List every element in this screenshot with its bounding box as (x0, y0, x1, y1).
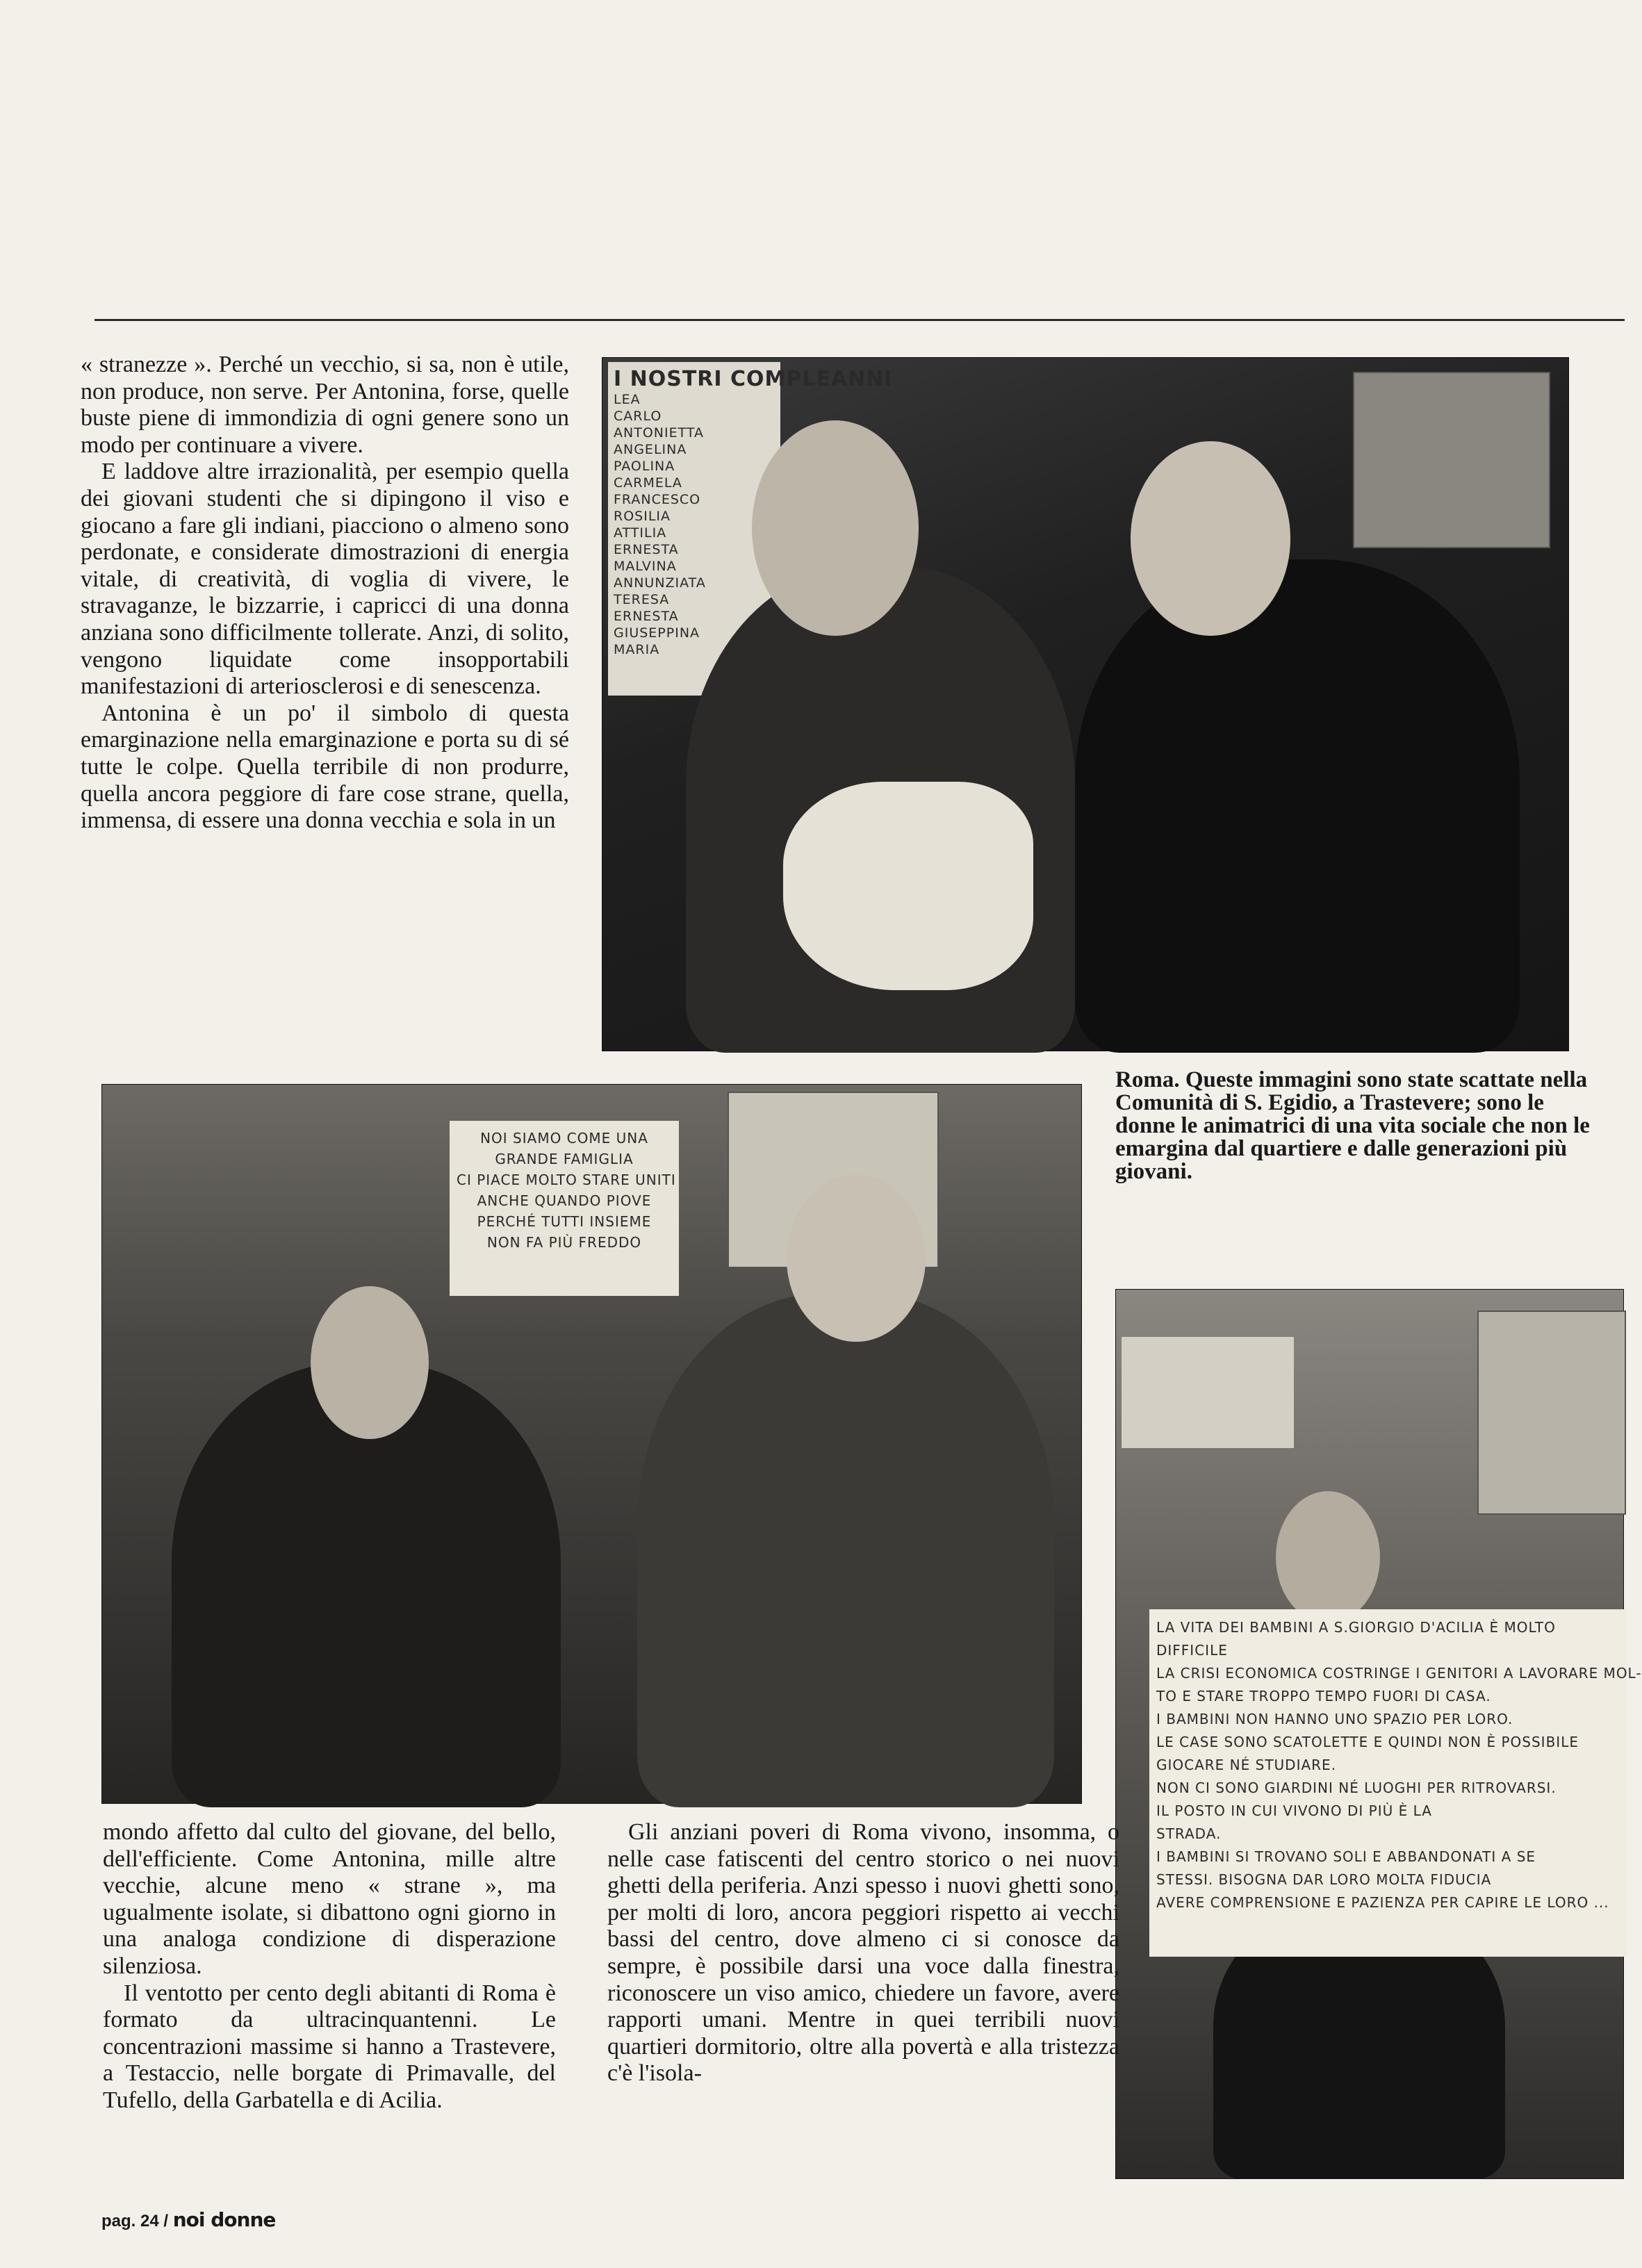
sign-line: IL POSTO IN CUI VIVONO DI PIÙ È LA (1156, 1802, 1432, 1819)
sign-line: TO E STARE TROPPO TEMPO FUORI DI CASA. (1156, 1688, 1491, 1704)
white-cloth (783, 782, 1033, 990)
sign-line: TERESA (614, 592, 670, 607)
sign-line: NON CI SONO GIARDINI NÉ LUOGHI PER RITROVARSI. (1156, 1780, 1557, 1796)
article-column-1 (81, 352, 569, 835)
magazine-name: noi donne (172, 2208, 276, 2231)
photo-woman-holding-sign (1115, 1289, 1642, 2179)
page-number: pag. 24 / (101, 2212, 169, 2230)
handwritten-sign (1149, 1609, 1642, 1957)
sign-line: STESSI. BISOGNA DAR LORO MOLTA FIDUCIA (1156, 1871, 1492, 1888)
wall-poster (1122, 1337, 1294, 1448)
community-sign (450, 1121, 679, 1296)
sign-line: ERNESTA (614, 542, 679, 557)
sign-line: STRADA. (1156, 1825, 1222, 1842)
sign-line: LE CASE SONO SCATOLETTE E QUINDI NON È POSSIBILE (1156, 1734, 1579, 1750)
sign-line: I BAMBINI SI TROVANO SOLI E ABBANDONATI A SE (1156, 1848, 1536, 1865)
paragraph: mondo affetto dal culto del giovane, del bello, dell'efficiente. Come Antonina, mille altre vecchie, alcune meno « strane », ma ugualmente isolate, si dibattono ogni giorno in una analoga condizione di disperazione silenziosa. (103, 1819, 556, 1979)
sign-line: LA VITA DEI BAMBINI A S.GIORGIO D'ACILIA È MOLTO (1156, 1619, 1556, 1636)
woman-right-head (1131, 441, 1290, 636)
woman-left-head (752, 420, 919, 636)
woman-right (1075, 559, 1520, 1053)
woman-head (1276, 1491, 1380, 1623)
sign-line: CARLO (614, 409, 662, 424)
sign-line: ANTONIETTA (614, 425, 704, 441)
sign-line: AVERE COMPRENSIONE E PAZIENZA PER CAPIRE LE LORO ... (1156, 1894, 1609, 1911)
sign-line: CARMELA (614, 475, 682, 491)
sign-line: PERCHÉ TUTTI INSIEME (477, 1213, 652, 1230)
photo-two-elderly-women-conversation (602, 357, 1569, 1051)
sign-line: PAOLINA (614, 459, 675, 474)
paragraph: Antonina è un po' il simbolo di questa emarginazione nella emarginazione e porta su di sé tutte le colpe. Quella terribile di non produrre, quella ancora peggiore di fare cose strane, quella, immensa, di essere una donna vecchia e sola in un (81, 700, 569, 834)
sign-line: NON FA PIÙ FREDDO (486, 1234, 642, 1251)
paragraph: Gli anziani poveri di Roma vivono, insomma, o nelle case fatiscenti del centro storico o nei nuovi ghetti della periferia. Anzi spesso i nuovi ghetti sono, per molti di loro, ancora peggiori rispetto ai vecchi bassi del centro, dove almeno ci si conosce da sempre, è possibile darsi una voce dalla finestra, riconoscere un viso amico, chiedere un favore, avere rapporti umani. Mentre in quei terribili nuovi quartieri dormitorio, oltre alla povertà e alla tristezza c'è l'isola- (607, 1819, 1119, 2087)
sign-line: GIUSEPPINA (614, 625, 700, 641)
sign-line: LA CRISI ECONOMICA COSTRINGE I GENITORI A LAVORARE MOL- (1156, 1665, 1642, 1682)
sign-line: I BAMBINI NON HANNO UNO SPAZIO PER LORO. (1156, 1711, 1513, 1727)
page-footer (101, 2208, 275, 2231)
paragraph: E laddove altre irrazionalità, per esempio quella dei giovani studenti che si dipingono il viso e giocano a fare gli indiani, piacciono o almeno sono perdonate, e considerate dimostrazioni di energia vitale, di creatività, di voglia di vivere, le stravaganze, le bizzarrie, i capricci di una donna anziana sono difficilmente tollerate. Anzi, di solito, vengono liquidate come insopportabili manifestazioni di arteriosclerosi e di senescenza. (81, 459, 569, 700)
photo-two-women-seated (101, 1084, 1082, 1804)
wall-drawing (1353, 372, 1550, 548)
woman-left-head (311, 1286, 429, 1439)
sign-line: NOI SIAMO COME UNA (480, 1130, 648, 1147)
header-rule (95, 319, 1625, 321)
sign-line: MALVINA (614, 559, 677, 574)
sign-title: I NOSTRI COMPLEANNI (614, 367, 893, 391)
woman-right (637, 1293, 1054, 1807)
wall-drawing (1477, 1310, 1626, 1515)
article-column-3 (607, 1819, 1119, 2087)
sign-line: ANNUNZIATA (614, 575, 706, 591)
sign-line: ROSILIA (614, 509, 671, 524)
sign-line: MARIA (614, 642, 660, 657)
sign-line: FRANCESCO (614, 492, 701, 507)
sign-line: GIOCARE NÉ STUDIARE. (1156, 1757, 1337, 1773)
sign-line: GRANDE FAMIGLIA (495, 1151, 634, 1167)
sign-line: DIFFICILE (1156, 1642, 1228, 1659)
paragraph: « stranezze ». Perché un vecchio, si sa, non è utile, non produce, non serve. Per Antonina, forse, quelle buste piene di immondizia di ogni genere sono un modo per continuare a vivere. (81, 352, 569, 458)
sign-line: CI PIACE MOLTO STARE UNITI (457, 1172, 676, 1188)
sign-line: ATTILIA (614, 525, 667, 541)
sign-line: ANCHE QUANDO PIOVE (477, 1192, 652, 1209)
sign-line: LEA (614, 392, 641, 407)
paragraph: Il ventotto per cento degli abitanti di Roma è formato da ultracinquantenni. Le concentrazioni massime si hanno a Trastevere, a Testaccio, nelle borgate di Primavalle, del Tufello, della Garbatella e di Acilia. (103, 1980, 556, 2113)
sign-line: ANGELINA (614, 442, 687, 457)
sign-line: ERNESTA (614, 609, 679, 624)
woman-right-head (787, 1175, 926, 1342)
photo-caption: Roma. Queste immagini sono state scattate nella Comunità di S. Egidio, a Trastevere; sono le donne le animatrici di una vita sociale che non le emargina dal quartiere e dalle generazioni più giovani. (1115, 1067, 1590, 1184)
article-column-2 (103, 1819, 556, 2114)
